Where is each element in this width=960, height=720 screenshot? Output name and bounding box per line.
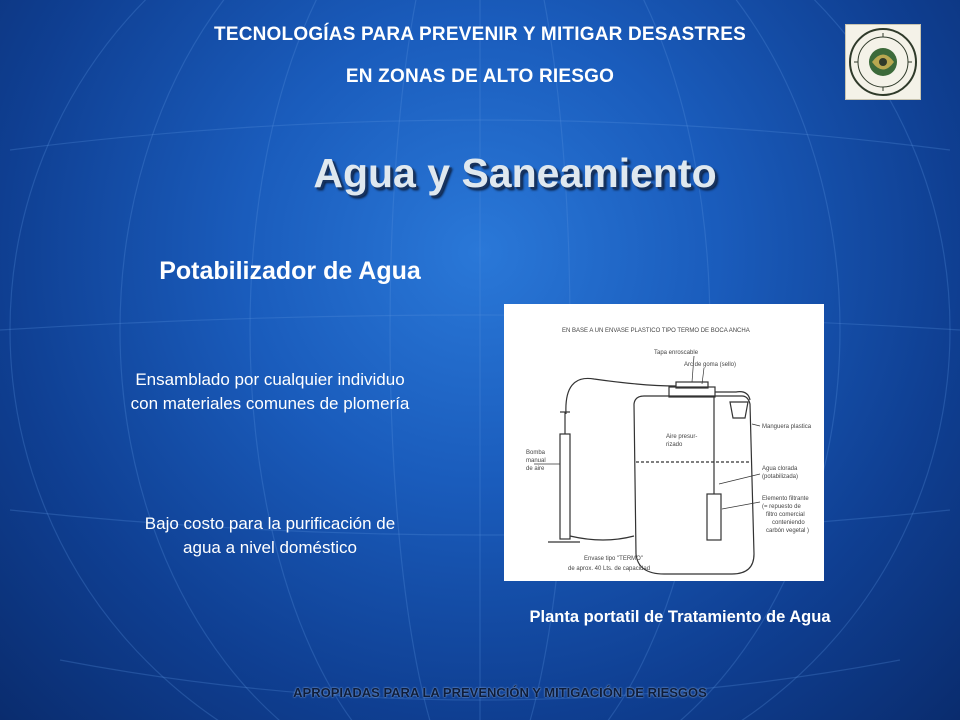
label-filter-2: (= repuesto de <box>762 504 801 510</box>
label-air-2: rizado <box>666 442 683 448</box>
water-purifier-diagram <box>504 304 824 581</box>
label-water: Agua clorada <box>762 466 798 472</box>
pump-barrel <box>560 434 570 539</box>
label-water-2: (potabilizada) <box>762 474 799 480</box>
description-cost <box>70 512 470 560</box>
label-pump: Bomba <box>526 450 546 456</box>
pump-hose <box>570 536 634 540</box>
filter-element <box>707 494 721 540</box>
footer-text: APROPIADAS PARA LA PREVENCIÓN Y MITIGACIÓN DE RIESGOS <box>293 685 707 700</box>
label-pump-2: manual <box>526 458 546 464</box>
label-filter-5: carbón vegetal ) <box>766 528 810 534</box>
label-pump-3: de aire <box>526 466 545 472</box>
label-cap: Tapa enroscable <box>654 350 699 356</box>
description-cost-line-1: Bajo costo para la purificación de <box>144 514 396 533</box>
diagram-heading: EN BASE A UN ENVASE PLASTICO TIPO TERMO DE BOCA ANCHA <box>562 328 750 334</box>
section-subtitle: Potabilizador de Agua <box>159 257 421 285</box>
label-filter-3: filtro comercial <box>766 512 805 518</box>
page-title: Agua y Saneamiento <box>313 150 717 196</box>
institution-seal-logo <box>845 24 921 100</box>
label-air: Aire presur- <box>666 434 698 440</box>
figure-caption: Planta portatil de Tratamiento de Agua <box>529 608 831 626</box>
description-cost-line-2: agua a nivel doméstico <box>183 538 357 557</box>
label-hose: Manguera plastica <box>762 424 812 430</box>
description-assembly-line-1: Ensamblado por cualquier individuo <box>135 370 405 389</box>
label-container: Envase tipo "TERMO" <box>584 556 643 562</box>
header-title-line-1: TECNOLOGÍAS PARA PREVENIR Y MITIGAR DESASTRES <box>214 24 746 45</box>
label-seal: Arc de goma (sello) <box>684 362 737 368</box>
label-filter: Elemento filtrante <box>762 496 809 502</box>
label-filter-4: conteniendo <box>772 520 805 526</box>
diagram-drawing <box>504 304 824 581</box>
label-capacity: de aprox. 40 Lts. de capacidad <box>568 566 651 572</box>
description-assembly <box>70 368 470 416</box>
description-assembly-line-2: con materiales comunes de plomería <box>130 394 410 413</box>
seal-icon <box>846 25 920 99</box>
glass <box>730 402 748 418</box>
container-outline <box>634 396 754 574</box>
header-title-line-2: EN ZONAS DE ALTO RIESGO <box>345 66 615 87</box>
